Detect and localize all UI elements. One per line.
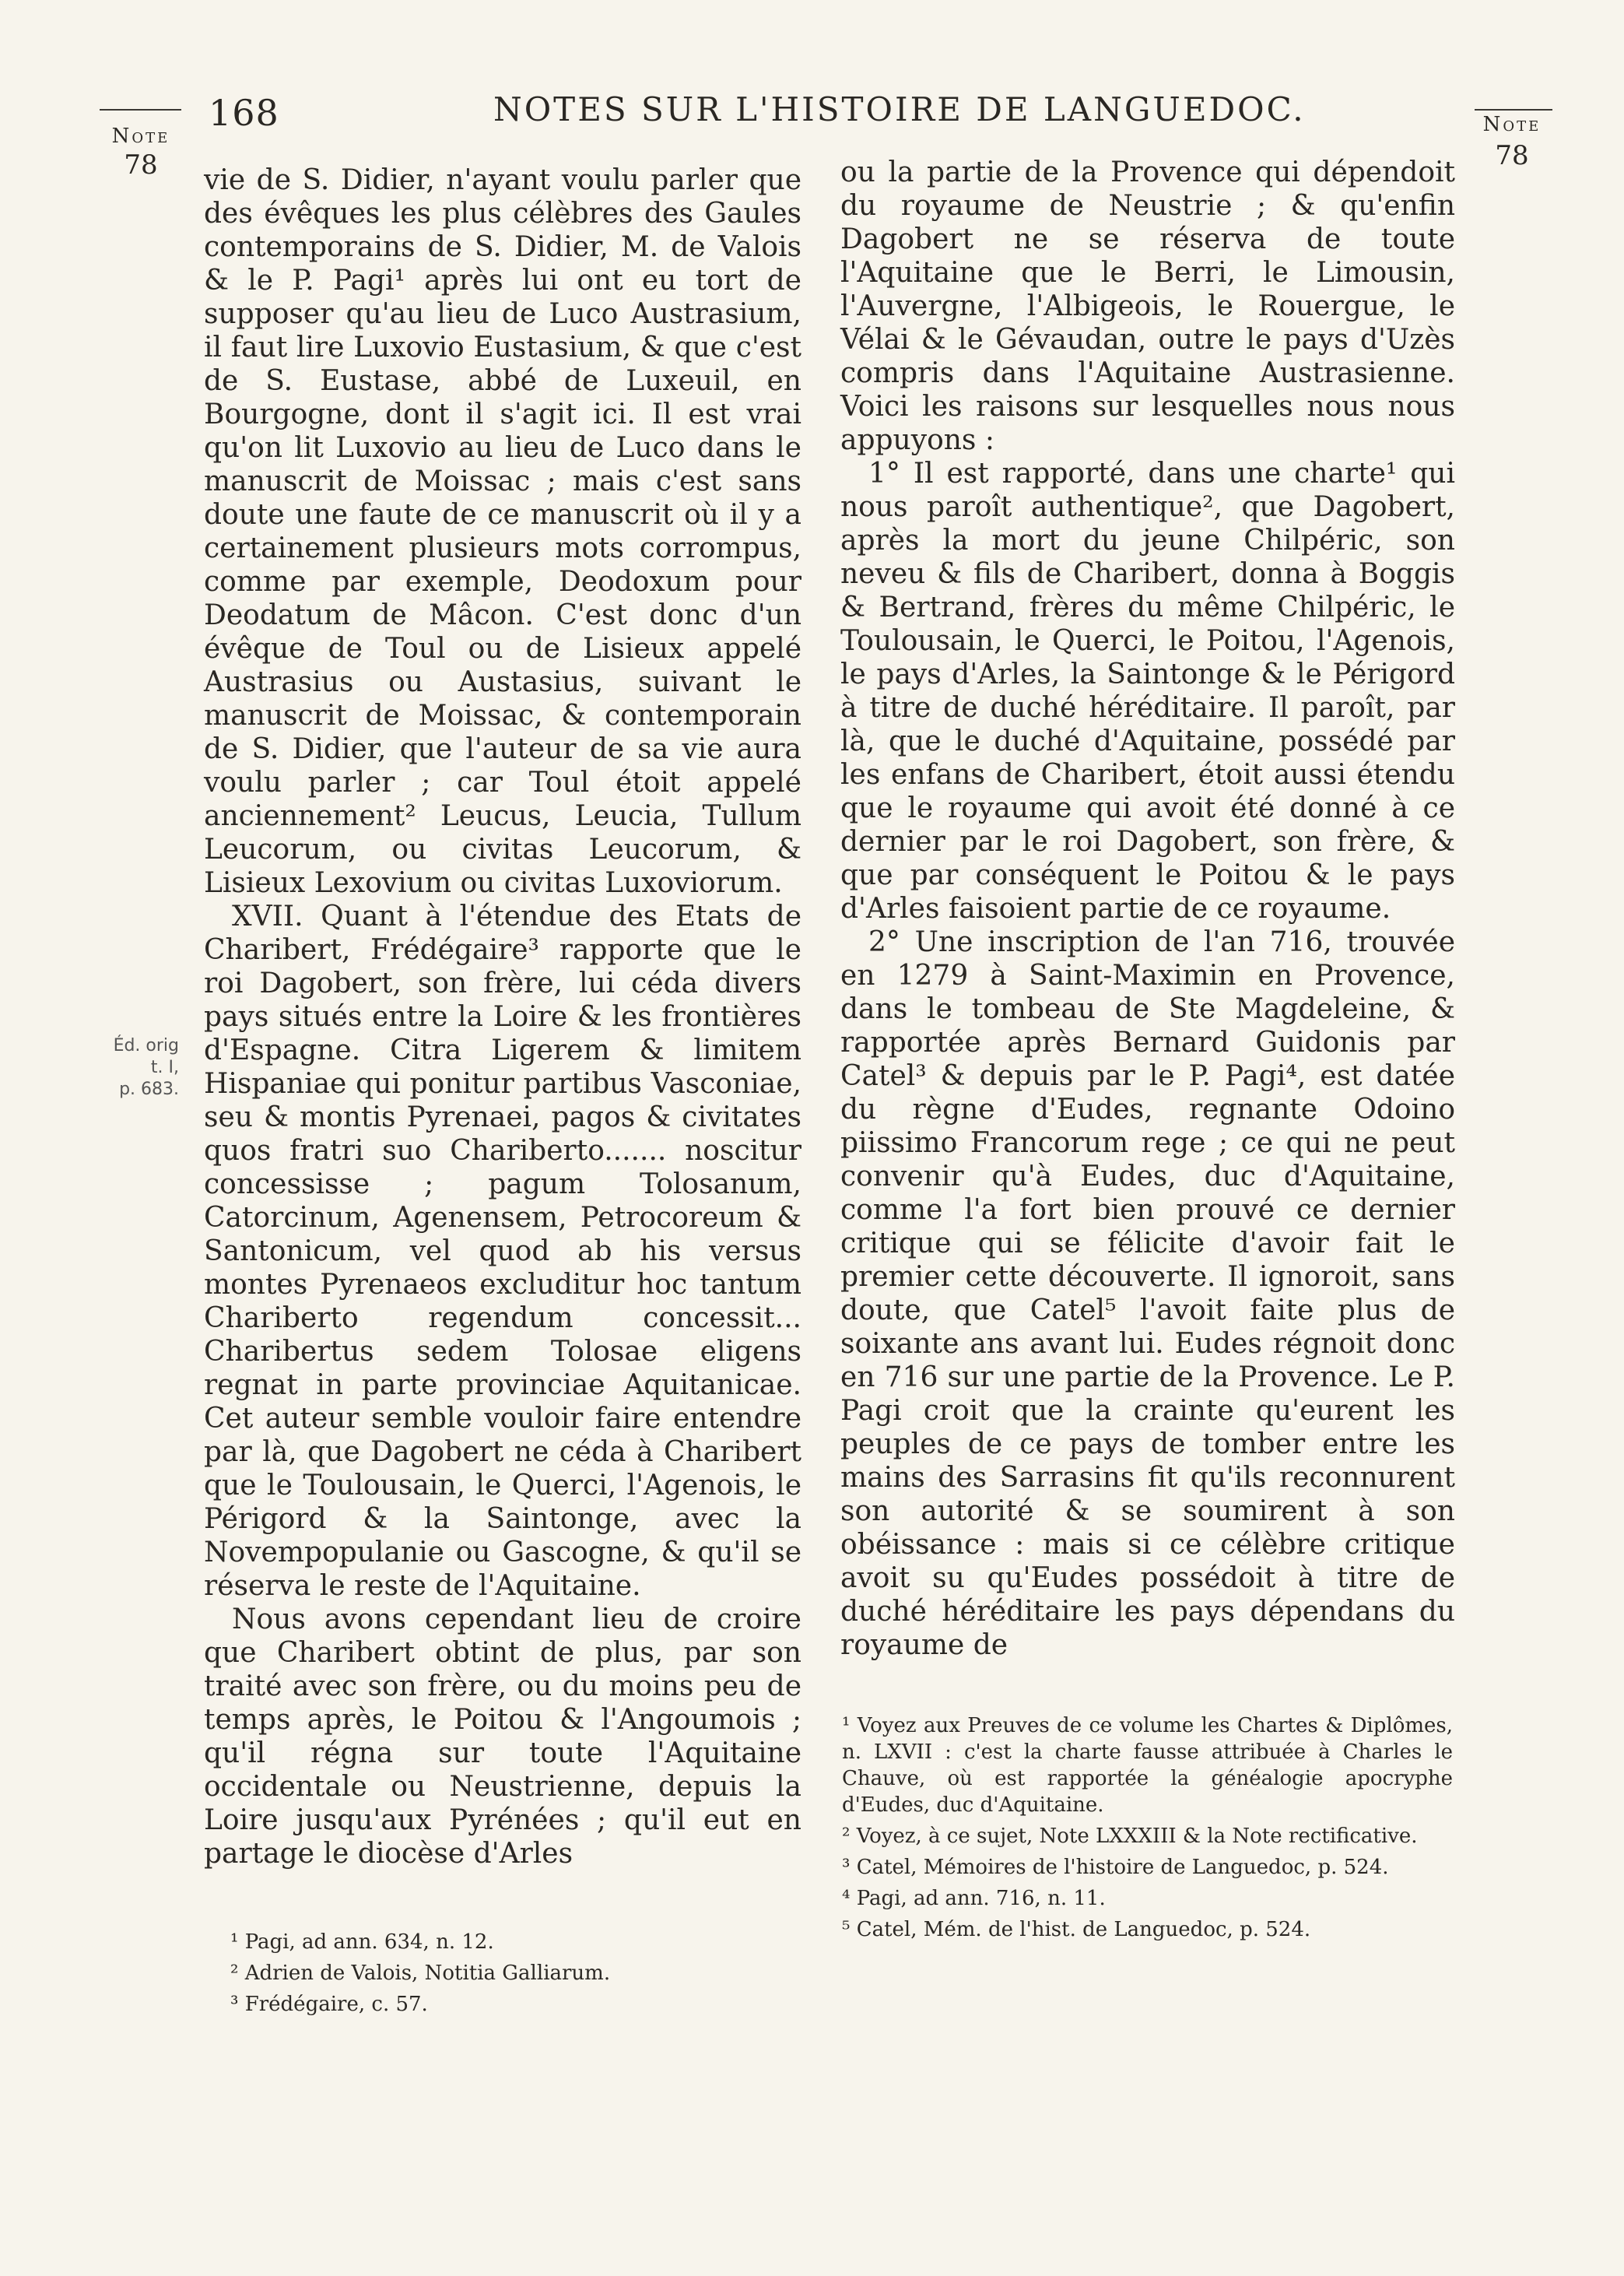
page-number: 168 bbox=[209, 92, 279, 134]
note-number-left: 78 bbox=[124, 149, 158, 181]
footnote: ² Voyez, à ce sujet, Note LXXXIII & la Note rectificative. bbox=[842, 1825, 1418, 1848]
footnote: ⁴ Pagi, ad ann. 716, n. 11. bbox=[842, 1887, 1106, 1910]
footnote: ² Adrien de Valois, Notitia Galliarum. bbox=[230, 1962, 611, 1985]
left-paragraph: Nous avons cependant lieu de croire que Charibert obtint de plus, par son traité avec son frère, ou du moins peu de temps après, le Poitou & l'Angoumois ; qu'il régna sur toute l'Aquitaine occidentale ou Neustrienne, depuis la Loire jusqu'aux Pyrénées ; qu'il eut en partage le diocèse d'Arles bbox=[204, 1603, 801, 1870]
note-number-right: 78 bbox=[1495, 140, 1529, 171]
footnote: ¹ Voyez aux Preuves de ce volume les Chartes & Diplômes, n. LXVII : c'est la charte fausse attribuée à Charles le Chauve, où est rapportée la généalogie apocryphe d'Eudes, duc d'Aquitaine. bbox=[842, 1714, 1453, 1817]
footnote: ³ Frédégaire, c. 57. bbox=[230, 1993, 428, 2016]
right-column bbox=[840, 156, 1455, 1662]
right-paragraph: 1° Il est rapporté, dans une charte¹ qui nous paroît authentique², que Dagobert, après la mort du jeune Chilpéric, son neveu & fils de Charibert, donna à Boggis & Bertrand, frères du même Chilpéric, le Toulousain, le Querci, le Poitou, l'Agenois, le pays d'Arles, la Saintonge & le Périgord à titre de duché héréditaire. Il paroît, par là, que le duché d'Aquitaine, possédé par les enfans de Charibert, étoit aussi étendu que le royaume qui avoit été donné à ce dernier par le roi Dagobert, son frère, & que par conséquent le Poitou & le pays d'Arles faisoient partie de ce royaume. bbox=[840, 458, 1455, 925]
footnote: ⁵ Catel, Mém. de l'hist. de Languedoc, p. 524. bbox=[842, 1918, 1311, 1941]
margin-ref-line: t. I, bbox=[150, 1058, 179, 1077]
running-title: NOTES SUR L'HISTOIRE DE LANGUEDOC. bbox=[493, 90, 1306, 128]
left-column bbox=[204, 163, 801, 1870]
footnote: ³ Catel, Mémoires de l'histoire de Languedoc, p. 524. bbox=[842, 1856, 1389, 1879]
right-note-rule bbox=[1475, 109, 1552, 111]
right-footnotes bbox=[842, 1712, 1453, 1948]
footnote: ¹ Pagi, ad ann. 634, n. 12. bbox=[230, 1930, 494, 1954]
note-label-right: Note bbox=[1482, 113, 1542, 136]
left-footnotes bbox=[230, 1929, 798, 2022]
right-paragraph: 2° Une inscription de l'an 716, trouvée en 1279 à Saint-Maximin en Provence, dans le tombeau de Ste Magdeleine, & rapportée après Bernard Guidonis par Catel³ & depuis par le P. Pagi⁴, est datée du règne d'Eudes, regnante Odoino piissimo Francorum rege ; ce qui ne peut convenir qu'à Eudes, duc d'Aquitaine, comme l'a fort bien prouvé ce dernier critique qui se félicite d'avoir fait le premier cette découverte. Il ignoroit, sans doute, que Catel⁵ l'avoit faite plus de soixante ans avant lui. Eudes régnoit donc en 716 sur une partie de la Provence. Le P. Pagi croit que la crainte qu'eurent les peuples de ce pays de tomber entre les mains des Sarrasins fit qu'ils reconnurent son autorité & se soumirent à son obéissance : mais si ce célèbre critique avoit su qu'Eudes possédoit à titre de duché héréditaire les pays dépendans du royaume de bbox=[840, 926, 1455, 1661]
note-label-left: Note bbox=[111, 125, 170, 148]
margin-reference bbox=[78, 1035, 179, 1101]
right-paragraph: ou la partie de la Provence qui dépendoit du royaume de Neustrie ; & qu'enfin Dagobert ne se réserva de toute l'Aquitaine que le Berri, le Limousin, l'Auvergne, l'Albigeois, le Rouergue, le Vélai & le Gévaudan, outre le pays d'Uzès compris dans l'Aquitaine Austrasienne. Voici les raisons sur lesquelles nous nous appuyons : bbox=[840, 156, 1455, 456]
left-paragraph: vie de S. Didier, n'ayant voulu parler que des évêques les plus célèbres des Gaules contemporains de S. Didier, M. de Valois & le P. Pagi¹ après lui ont eu tort de supposer qu'au lieu de Luco Austrasium, il faut lire Luxovio Eustasium, & que c'est de S. Eustase, abbé de Luxeuil, en Bourgogne, dont il s'agit ici. Il est vrai qu'on lit Luxovio au lieu de Luco dans le manuscrit de Moissac ; mais c'est sans doute une faute de ce manuscrit où il y a certainement plusieurs mots corrompus, comme par exemple, Deodoxum pour Deodatum de Mâcon. C'est donc d'un évêque de Toul ou de Lisieux appelé Austrasius ou Austasius, suivant le manuscrit de Moissac, & contemporain de S. Didier, que l'auteur de sa vie aura voulu parler ; car Toul étoit appelé anciennement² Leucus, Leucia, Tullum Leucorum, ou civitas Leucorum, & Lisieux Lexovium ou civitas Luxoviorum. bbox=[204, 164, 801, 899]
margin-ref-line: Éd. orig bbox=[113, 1036, 179, 1055]
left-paragraph: XVII. Quant à l'étendue des Etats de Charibert, Frédégaire³ rapporte que le roi Dagobert, son frère, lui céda divers pays situés entre la Loire & les frontières d'Espagne. Citra Ligerem & limitem Hispaniae qui ponitur partibus Vasconiae, seu & montis Pyrenaei, pagos & civitates quos fratri suo Chariberto....... noscitur concessisse ; pagum Tolosanum, Catorcinum, Agenensem, Petrocoreum & Santonicum, vel quod ab his versus montes Pyrenaeos excluditur hoc tantum Chariberto regendum concessit... Charibertus sedem Tolosae eligens regnat in parte provinciae Aquitanicae. Cet auteur semble vouloir faire entendre par là, que Dagobert ne céda à Charibert que le Toulousain, le Querci, l'Agenois, le Périgord & la Saintonge, avec la Novempopulanie ou Gascogne, & qu'il se réserva le reste de l'Aquitaine. bbox=[204, 901, 801, 1602]
margin-ref-line: p. 683. bbox=[119, 1080, 179, 1099]
left-note-rule bbox=[100, 109, 181, 111]
